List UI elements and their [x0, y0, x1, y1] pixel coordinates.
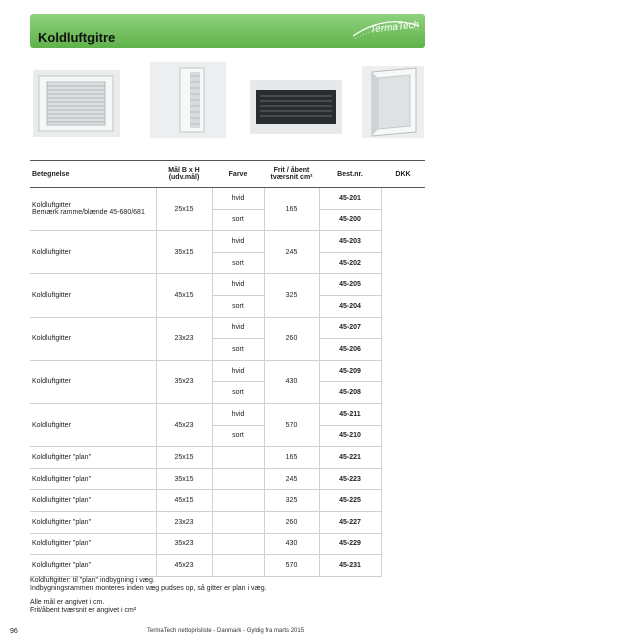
- table-header-row: [30, 161, 425, 188]
- table-row: [30, 317, 425, 339]
- partno-cell: 45-221: [319, 447, 381, 469]
- area-cell: 260: [264, 317, 319, 360]
- col-header-size: [156, 161, 212, 188]
- color-cell: sort: [212, 382, 264, 404]
- section-title: Koldluftgitre: [38, 30, 116, 45]
- size-cell: 45x15: [156, 274, 212, 317]
- partno-cell: 45-205: [319, 274, 381, 296]
- footnote-plan: Koldluftgitter: til "plan" indbygning i væg.: [30, 577, 155, 584]
- product-name: Koldluftgitter "plan": [30, 447, 156, 469]
- partno-cell: 45-208: [319, 382, 381, 404]
- size-cell: 25x15: [156, 188, 212, 231]
- col-header-area-line1: Frit / åbent: [273, 167, 310, 174]
- color-cell: [212, 511, 264, 533]
- product-name: Koldluftgitter "plan": [30, 468, 156, 490]
- footnote-frame: Indbygningsrammen monteres inden væg pudses op, så gitter er plan i væg.: [30, 585, 267, 592]
- color-cell: hvid: [212, 274, 264, 296]
- size-cell: 35x15: [156, 231, 212, 274]
- color-cell: sort: [212, 295, 264, 317]
- color-cell: [212, 468, 264, 490]
- color-cell: hvid: [212, 231, 264, 253]
- dkk-cell: [381, 295, 425, 317]
- size-cell: 35x23: [156, 360, 212, 403]
- table-row: [30, 468, 425, 490]
- area-cell: 260: [264, 511, 319, 533]
- page-footer: TermaTech nettoprisliste - Danmark - Gyldig fra marts 2015: [147, 628, 305, 634]
- product-name-cell: [30, 188, 156, 231]
- dkk-cell: [381, 490, 425, 512]
- dkk-cell: [381, 468, 425, 490]
- dkk-cell: [381, 209, 425, 231]
- area-cell: 430: [264, 360, 319, 403]
- size-cell: 23x23: [156, 511, 212, 533]
- color-cell: hvid: [212, 403, 264, 425]
- color-cell: [212, 490, 264, 512]
- table-row: [30, 188, 425, 210]
- section-header: [30, 14, 425, 48]
- col-header-area-line2: tværsnit cm²: [270, 174, 313, 181]
- size-cell: 23x23: [156, 317, 212, 360]
- color-cell: hvid: [212, 360, 264, 382]
- product-name: Koldluftgitter: [32, 202, 71, 210]
- col-header-dkk: DKK: [381, 161, 425, 188]
- dkk-cell: [381, 317, 425, 339]
- color-cell: sort: [212, 425, 264, 447]
- partno-cell: 45-204: [319, 295, 381, 317]
- table-row: [30, 231, 425, 253]
- dkk-cell: [381, 403, 425, 425]
- partno-cell: 45-200: [319, 209, 381, 231]
- partno-cell: 45-227: [319, 511, 381, 533]
- area-cell: 165: [264, 188, 319, 231]
- dkk-cell: [381, 252, 425, 274]
- col-header-color: Farve: [212, 161, 264, 188]
- table-row: [30, 533, 425, 555]
- table-row: [30, 447, 425, 469]
- col-header-size-line1: Mål B x H: [168, 167, 200, 174]
- dkk-cell: [381, 231, 425, 253]
- col-header-name: Betegnelse: [30, 161, 156, 188]
- color-cell: [212, 447, 264, 469]
- color-cell: hvid: [212, 317, 264, 339]
- dkk-cell: [381, 360, 425, 382]
- partno-cell: 45-210: [319, 425, 381, 447]
- area-cell: 570: [264, 555, 319, 577]
- partno-cell: 45-229: [319, 533, 381, 555]
- dkk-cell: [381, 188, 425, 210]
- color-cell: sort: [212, 252, 264, 274]
- color-cell: hvid: [212, 188, 264, 210]
- area-cell: 325: [264, 274, 319, 317]
- product-name: Koldluftgitter "plan": [30, 490, 156, 512]
- product-name: Koldluftgitter "plan": [30, 511, 156, 533]
- product-name: Koldluftgitter: [30, 317, 156, 360]
- color-cell: [212, 555, 264, 577]
- dkk-cell: [381, 274, 425, 296]
- partno-cell: 45-231: [319, 555, 381, 577]
- white-grille-side-photo: [150, 62, 226, 138]
- col-header-area: [264, 161, 319, 188]
- color-cell: sort: [212, 339, 264, 361]
- partno-cell: 45-223: [319, 468, 381, 490]
- color-cell: sort: [212, 209, 264, 231]
- dkk-cell: [381, 425, 425, 447]
- partno-cell: 45-209: [319, 360, 381, 382]
- area-cell: 570: [264, 403, 319, 446]
- area-cell: 245: [264, 231, 319, 274]
- footnote-area: Frit/åbent tværsnit er angivet i cm²: [30, 607, 137, 614]
- table-row: [30, 511, 425, 533]
- size-cell: 45x23: [156, 555, 212, 577]
- table-row: [30, 274, 425, 296]
- partno-cell: 45-206: [319, 339, 381, 361]
- black-grille-photo: [250, 80, 342, 134]
- page-number: 96: [10, 628, 18, 635]
- product-name: Koldluftgitter "plan": [30, 555, 156, 577]
- color-cell: [212, 533, 264, 555]
- dkk-cell: [381, 511, 425, 533]
- partno-cell: 45-203: [319, 231, 381, 253]
- size-cell: 45x15: [156, 490, 212, 512]
- dkk-cell: [381, 382, 425, 404]
- product-name: Koldluftgitter: [30, 403, 156, 446]
- table-row: [30, 555, 425, 577]
- area-cell: 165: [264, 447, 319, 469]
- size-cell: 45x23: [156, 403, 212, 446]
- dkk-cell: [381, 533, 425, 555]
- white-frame-photo: [362, 66, 424, 138]
- product-name: Koldluftgitter: [30, 231, 156, 274]
- footnote-units: Alle mål er angivet i cm.: [30, 599, 105, 606]
- area-cell: 430: [264, 533, 319, 555]
- partno-cell: 45-202: [319, 252, 381, 274]
- area-cell: 325: [264, 490, 319, 512]
- partno-cell: 45-211: [319, 403, 381, 425]
- dkk-cell: [381, 339, 425, 361]
- table-row: [30, 490, 425, 512]
- termatech-logo: TermaTech: [369, 19, 420, 36]
- dkk-cell: [381, 555, 425, 577]
- size-cell: 35x15: [156, 468, 212, 490]
- partno-cell: 45-225: [319, 490, 381, 512]
- partno-cell: 45-207: [319, 317, 381, 339]
- product-name: Koldluftgitter "plan": [30, 533, 156, 555]
- product-name: Koldluftgitter: [30, 274, 156, 317]
- footnotes: [30, 577, 267, 615]
- col-header-size-line2: (udv.mål): [168, 174, 200, 181]
- product-name: Koldluftgitter: [30, 360, 156, 403]
- dkk-cell: [381, 447, 425, 469]
- table-row: [30, 360, 425, 382]
- table-row: [30, 403, 425, 425]
- size-cell: 35x23: [156, 533, 212, 555]
- size-cell: 25x15: [156, 447, 212, 469]
- col-header-partno: Best.nr.: [319, 161, 381, 188]
- price-table: [30, 160, 425, 577]
- area-cell: 245: [264, 468, 319, 490]
- product-note: Bemærk ramme/blænde 45-680/681: [32, 209, 145, 217]
- white-grille-front-photo: [33, 70, 120, 137]
- partno-cell: 45-201: [319, 188, 381, 210]
